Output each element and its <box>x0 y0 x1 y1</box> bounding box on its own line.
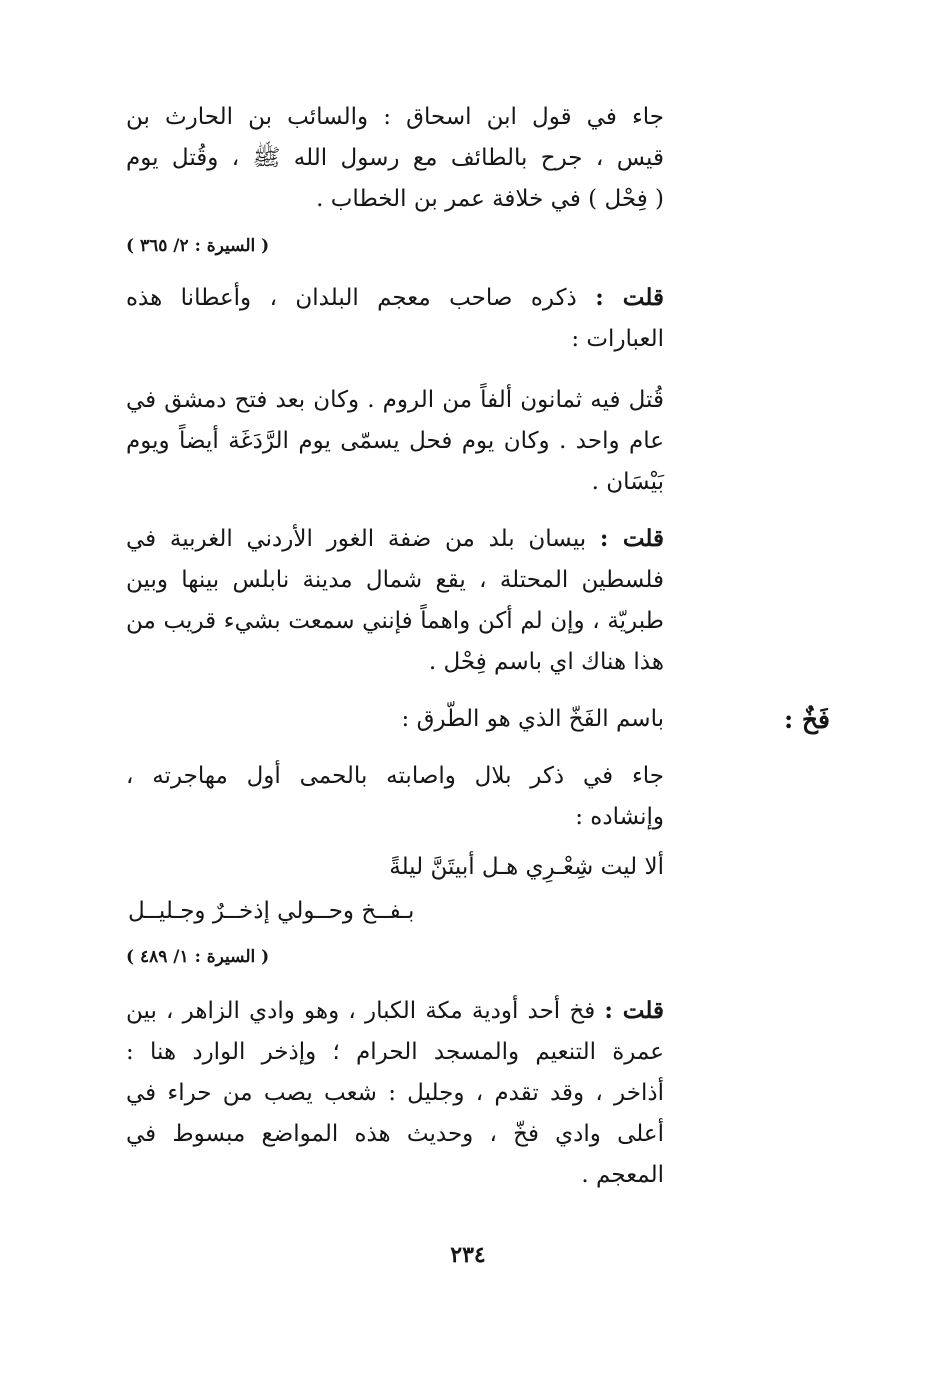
qultu-label: قلت : <box>595 284 664 311</box>
text-line: قُتل فيه ثمانون ألفاً من الروم . وكان بعد فتح دمشق في <box>126 387 664 413</box>
verse-second-hemistich: بـفــخ وحــولي إذخــرٌ وجـليــل <box>128 898 415 924</box>
text-line <box>126 990 664 1032</box>
paragraph-bilal <box>126 756 664 838</box>
page-number: ٢٣٤ <box>450 1242 486 1268</box>
poetry-verse <box>126 845 664 933</box>
entry-term-fakh: فَخٌ : <box>783 705 830 734</box>
paragraph-fakh-valley <box>126 990 664 1196</box>
text-line: جاء في ذكر بلال واصابته بالحمى أول مهاجرته ، <box>126 763 664 789</box>
citation-text: ( السيرة : ١/ ٤٨٩ ) <box>126 947 270 967</box>
text-line: قيس ، جرح بالطائف مع رسول الله ﷺ ، وقُتل يوم <box>126 145 664 171</box>
text-line <box>126 518 664 560</box>
text-line: هذا هناك اي باسم فِحْل . <box>428 649 664 675</box>
entry-heading-text: باسم الفَخّ الذي هو الطّرق : <box>401 706 664 732</box>
citation-sira-2-365 <box>126 234 664 258</box>
paragraph-baysan <box>126 518 664 683</box>
text-line: طبريّة ، وإن لم أكن واهماً فإنني سمعت بشيء قريب من <box>126 608 664 634</box>
paragraph-quote-fahl <box>126 380 664 503</box>
text-line <box>126 277 664 319</box>
text-line: العبارات : <box>571 326 664 352</box>
qultu-label: قلت : <box>599 525 665 552</box>
text-line: عام واحد . وكان يوم فحل يسمّى يوم الرَّدَغَة أيضاً ويوم <box>126 428 664 454</box>
text-line: المعجم . <box>581 1162 664 1188</box>
text-line: أذاخر ، وقد تقدم ، وجليل : شعب يصب من حراء في <box>126 1080 664 1106</box>
text-line-content: فخ أحد أودية مكة الكبار ، وهو وادي الزاهر ، بين <box>126 998 596 1024</box>
qultu-label: قلت : <box>604 997 664 1024</box>
paragraph-mujam-note <box>126 277 664 360</box>
text-line: أعلى وادي فخّ ، وحديث هذه المواضع مبسوط في <box>126 1121 664 1147</box>
entry-heading <box>126 699 664 740</box>
paragraph-ibn-ishaq <box>126 97 664 220</box>
text-line: ( فِحْل ) في خلافة عمر بن الخطاب . <box>316 186 664 212</box>
text-line: فلسطين المحتلة ، يقع شمال مدينة نابلس بينها وبين <box>126 567 664 593</box>
text-line: بَيْسَان . <box>591 469 664 495</box>
citation-sira-1-489 <box>126 945 664 969</box>
text-line-content: ذكره صاحب معجم البلدان ، وأعطانا هذه <box>126 285 577 311</box>
text-line-content: بيسان بلد من ضفة الغور الأردني الغربية في <box>126 526 587 552</box>
text-line: وإنشاده : <box>575 804 664 830</box>
citation-text: ( السيرة : ٢/ ٣٦٥ ) <box>126 236 270 256</box>
text-line: جاء في قول ابن اسحاق : والسائب بن الحارث بن <box>126 104 664 130</box>
text-line: عمرة التنعيم والمسجد الحرام ؛ وإذخر الوارد هنا : <box>126 1039 664 1065</box>
verse-first-hemistich: ألا ليت شِعْـرِي هـل أبيتَنَّ ليلةً <box>389 854 664 880</box>
